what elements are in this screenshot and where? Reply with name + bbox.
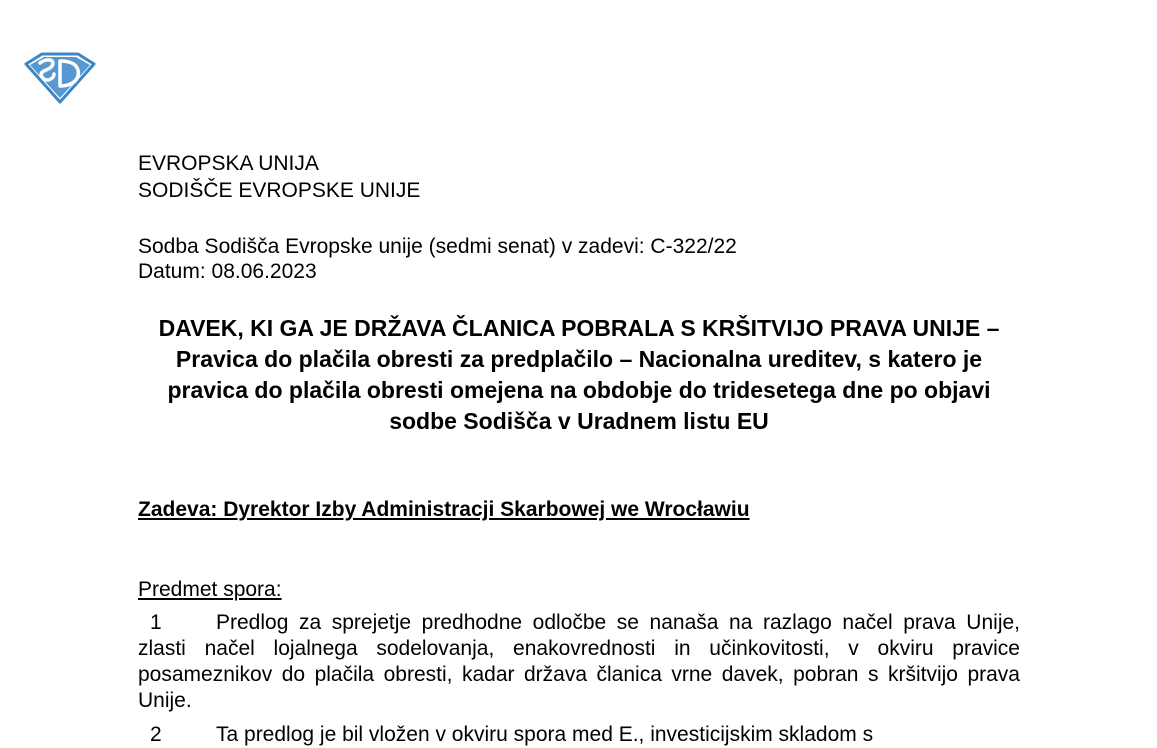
header-court: SODIŠČE EVROPSKE UNIJE: [138, 179, 421, 202]
paragraph-text: Predlog za sprejetje predhodne odločbe se nanaša na razlago načel prava Unije, zlasti načel lojalnega sodelovanja, enakovrednosti in učinkovitosti, v okviru pravice posameznikov do plačila obresti, kadar država članica vrne davek, pobran s kršitvijo prava Unije.: [138, 611, 1020, 712]
court-logo-icon: [22, 50, 96, 104]
paragraph-text: Ta predlog je bil vložen v okviru spora med E., investicijskim skladom s: [216, 723, 874, 746]
document-title: DAVEK, KI GA JE DRŽAVA ČLANICA POBRALA S KRŠITVIJO PRAVA UNIJE – Pravica do plačila obresti za predplačilo – Nacionalna ureditev, s katero je pravica do plačila obresti omejena na obdobje do tridesetega dne po objavi sodbe Sodišča v Uradnem listu EU: [158, 315, 1000, 434]
section-heading: Predmet spora:: [138, 578, 282, 601]
case-subject: Zadeva: Dyrektor Izby Administracji Skarbowej we Wrocławiu: [138, 498, 750, 521]
case-date: Datum: 08.06.2023: [138, 260, 317, 283]
paragraph-2: [138, 722, 1020, 748]
header-union: EVROPSKA UNIJA: [138, 152, 319, 175]
paragraph-number: 1: [150, 611, 162, 634]
paragraph-1: [138, 610, 1020, 714]
paragraph-number: 2: [150, 723, 162, 746]
case-reference: Sodba Sodišča Evropske unije (sedmi senat) v zadevi: C-322/22: [138, 235, 737, 258]
